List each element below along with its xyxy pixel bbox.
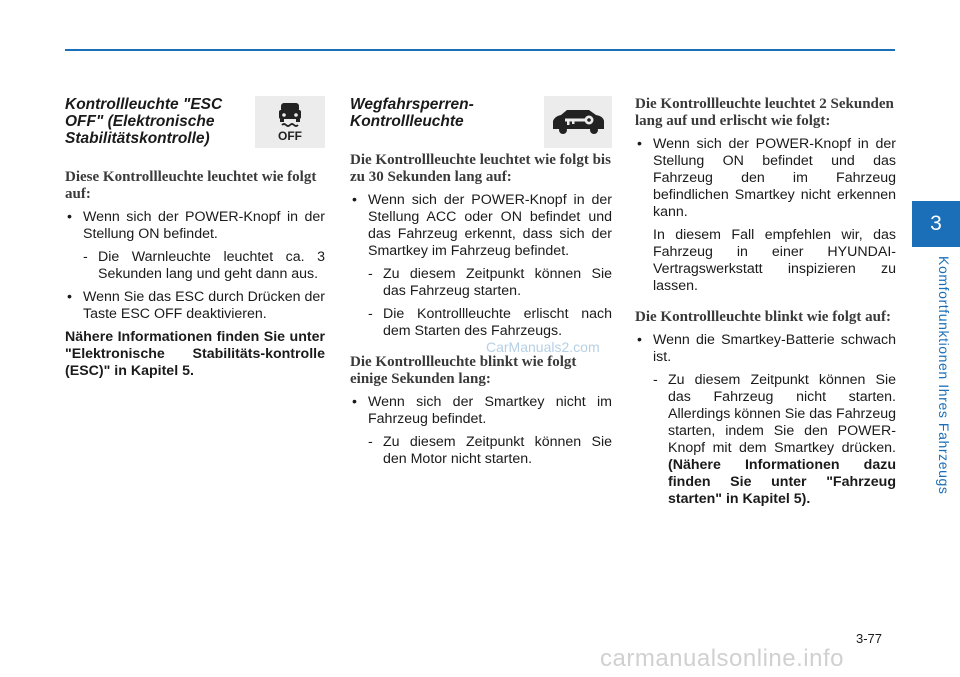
cont-dash-1 — [635, 372, 896, 508]
esc-off-icon-box — [255, 96, 325, 148]
chapter-number-tab — [912, 201, 960, 247]
esc-off-header — [65, 96, 325, 147]
immobilizer-bullet-2: • Wenn sich der Smartkey nicht im Fahrzeug befindet. — [350, 394, 612, 428]
chapter-number: 3 — [930, 212, 942, 235]
esc-off-note: Nähere Informationen finden Sie unter "Elektronische Stabilitäts-kontrolle (ESC)" in Kapitel 5. — [65, 329, 325, 379]
esc-off-bullet-1: • Wenn sich der POWER-Knopf in der Stellung ON befindet. — [65, 209, 325, 243]
column-esc-off — [65, 96, 325, 386]
immobilizer-subheading-2: Die Kontrollleuchte blinkt wie folgt einige Sekunden lang: — [350, 354, 577, 387]
immobilizer-key-car-icon — [549, 107, 607, 137]
watermark-carmanuals2: CarManuals2.com — [486, 339, 600, 355]
page-number: 3-77 — [856, 631, 883, 646]
chapter-title: Komfortfunktionen Ihres Fahrzeugs — [936, 256, 952, 495]
immobilizer-subheading-1: Die Kontrollleuchte leuchtet wie folgt bis zu 30 Sekunden lang auf: — [350, 152, 611, 185]
immobilizer-dash-3: - Zu diesem Zeitpunkt können Sie den Motor nicht starten. — [350, 434, 612, 468]
immobilizer-dash-2: - Die Kontrollleuchte erlischt nach dem Starten des Fahrzeugs. — [350, 306, 612, 340]
cont-paragraph-1: In diesem Fall empfehlen wir, das Fahrzeug in einer HYUNDAI-Vertragswerkstatt inspizieren zu lassen. — [653, 227, 896, 294]
column-continuation — [635, 96, 896, 514]
cont-subheading-1: Die Kontrollleuchte leuchtet 2 Sekunden lang auf und erlischt wie folgt: — [635, 96, 894, 129]
esc-off-heading: Kontrollleuchte "ESC OFF" (Elektronische Stabilitätskontrolle) — [65, 96, 223, 147]
esc-off-icon-label: OFF — [278, 129, 302, 143]
esc-off-subheading: Diese Kontrollleuchte leuchtet wie folgt auf: — [65, 169, 317, 202]
immobilizer-heading: Wegfahrsperren-Kontrollleuchte — [350, 96, 474, 130]
column-immobilizer — [350, 96, 612, 474]
top-rule — [65, 49, 895, 51]
esc-off-bullet-2: • Wenn Sie das ESC durch Drücken der Taste ESC OFF deaktivieren. — [65, 289, 325, 323]
cont-subheading-2: Die Kontrollleuchte blinkt wie folgt auf: — [635, 309, 891, 325]
esc-off-dash-1: - Die Warnleuchte leuchtet ca. 3 Sekunden lang und geht dann aus. — [65, 249, 325, 283]
immobilizer-header — [350, 96, 612, 130]
cont-bullet-1: • Wenn sich der POWER-Knopf in der Stellung ON befindet und das Fahrzeug den im Fahrzeug befindlichen Smartkey nicht erkennen kann. — [635, 136, 896, 221]
immobilizer-dash-1: - Zu diesem Zeitpunkt können Sie das Fahrzeug starten. — [350, 266, 612, 300]
esc-off-icon — [268, 100, 312, 144]
cont-dash-1-bold: (Nähere Informationen dazu finden Sie unter "Fahrzeug starten" in Kapitel 5). — [668, 457, 896, 507]
watermark-carmanualsonline: carmanualsonline.info — [600, 645, 844, 672]
cont-bullet-2: • Wenn die Smartkey-Batterie schwach ist. — [635, 332, 896, 366]
immobilizer-bullet-1: • Wenn sich der POWER-Knopf in der Stellung ACC oder ON befindet und das Fahrzeug erkennt, dass sich der Smartkey im Fahrzeug befindet. — [350, 192, 612, 260]
immobilizer-icon-box — [544, 96, 612, 148]
cont-dash-1-text: Zu diesem Zeitpunkt können Sie das Fahrzeug nicht starten. Allerdings können Sie das Fahrzeug starten, indem Sie den POWER-Knopf mit dem Smartkey drücken. — [668, 372, 896, 456]
